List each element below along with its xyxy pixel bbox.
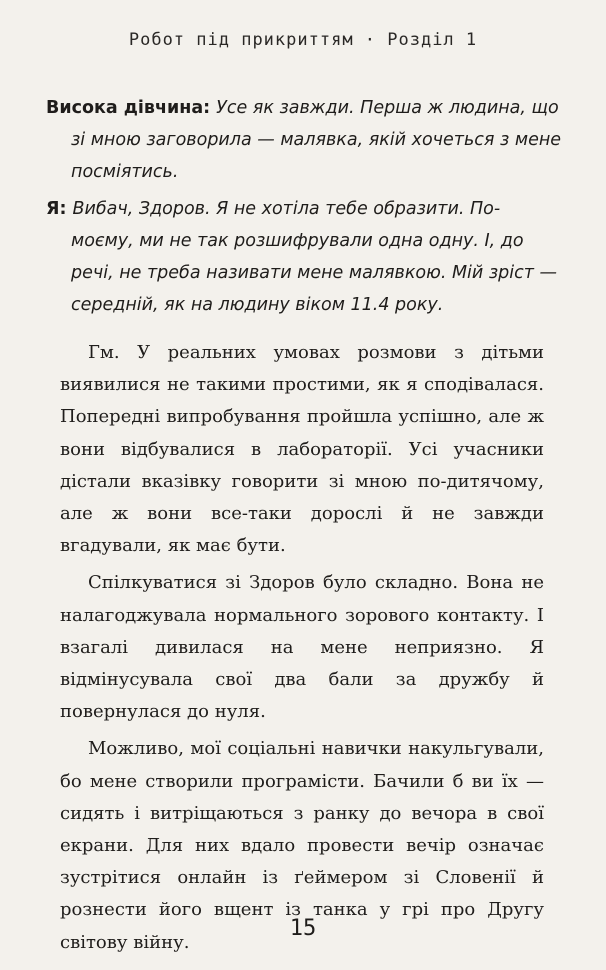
page-number: 15 [289, 916, 317, 941]
paragraph: Гм. У реальних умовах розмови з дітьми виявилися не такими простими, як я сподівалася. Попередні випробування пройшла успішно, але ж вони відбувалися в лабораторії. Усі учасники дістали вказівку говорити зі мною по-дитячому, але ж вони все-таки дорослі й не завжди вгадували, як має бути. [60, 342, 544, 557]
body-text [60, 337, 544, 964]
dialogue-text: Вибач, Здоров. Я не хотіла тебе образити. По-моєму, ми не так розшифрували одна одну. І, до речі, не треба називати мене малявкою. Мій зріст — середній, як на людину віком 11.4 року. [71, 199, 558, 315]
speaker-name: Я: [46, 199, 67, 219]
dialogue-block [46, 92, 562, 326]
dialogue-text: Усе як завжди. Перша ж людина, що зі мною заговорила — малявка, якій хочеться з мене посміятись. [71, 98, 562, 182]
running-header: Робот під прикриттям · Розділ 1 [128, 30, 478, 50]
dialogue-line [46, 193, 562, 321]
speaker-name: Висока дівчина: [46, 98, 211, 118]
paragraph: Спілкуватися зі Здоров було складно. Вона не налагоджувала нормального зорового контакту. І взагалі дивилася на мене неприязно. Я відмінусувала свої два бали за дружбу й повернулася до нуля. [60, 572, 544, 723]
paragraph: Можливо, мої соціальні навички накульгували, бо мене створили програмісти. Бачили б ви їх — сидять і витріщаються з ранку до вечора в свої екрани. Для них вдало провести вечір означає зустрітися онлайн із ґеймером зі Словенії й рознести його вщент із танка у грі про Другу світову війну. [60, 738, 544, 953]
dialogue-line [46, 92, 562, 188]
